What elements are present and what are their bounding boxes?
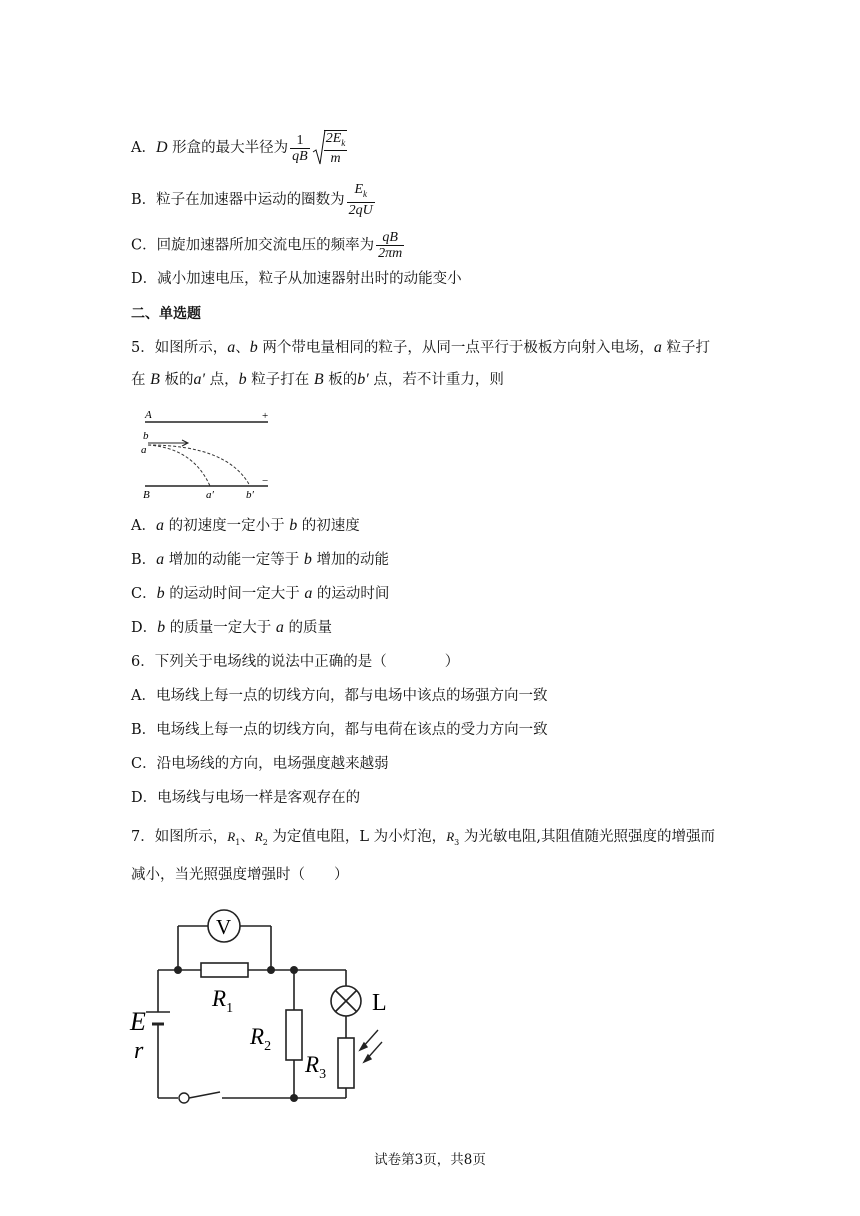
trajectory-b xyxy=(148,445,250,486)
resistor-r2 xyxy=(286,1010,302,1060)
q5-stem-line2: 在 B 板的a′ 点，b 粒子打在 B 板的b′ 点，若不计重力，则 xyxy=(131,371,504,388)
q7-stem-line1: 7．如图所示，$R_1$、$R_2$ 为定值电阻，L 为小灯泡，$R_3$ 为光敏电阻,其阻值随光照强度的增强而 xyxy=(131,829,715,847)
q4-c-fraction: $\frac{qB}{2\pi m}$ xyxy=(378,230,403,261)
section-heading: 二、单选题 xyxy=(131,306,201,322)
q7-stem-line2: 减小，当光照强度增强时（ ） xyxy=(131,867,349,883)
voltmeter-label: V xyxy=(216,915,232,939)
lamp-label: L xyxy=(372,990,387,1016)
r2-label: $R_2$ xyxy=(250,1024,272,1054)
q5-option-c: C．b 的运动时间一定大于 a 的运动时间 xyxy=(131,585,390,602)
q5-stem-line1: 5．如图所示，a、b 两个带电量相同的粒子，从同一点平行于极板方向射入电场，a 粒子打 xyxy=(131,339,710,356)
resistor-r1 xyxy=(201,963,248,977)
q5-capacitor-figure xyxy=(138,408,278,500)
q7-circuit-diagram xyxy=(128,900,408,1110)
emf-label: E xyxy=(130,1007,146,1036)
label-b: b xyxy=(143,430,149,442)
q6-option-a: A．电场线上每一点的切线方向，都与电场中该点的场强方向一致 xyxy=(131,688,548,704)
label-a: a xyxy=(141,444,147,456)
q4-a-fraction: $\frac{1}{qB}$ xyxy=(292,132,308,164)
trajectory-a xyxy=(148,445,210,486)
q4-option-a: A．D 形盒的最大半径为 $\frac{1}{qB}$ $\frac{2E_k}{m}$ xyxy=(131,128,349,168)
page-footer: 试卷第3页，共8页 xyxy=(374,1152,486,1168)
q5-option-d: D．b 的质量一定大于 a 的质量 xyxy=(131,619,332,636)
q4-option-c: C．回旋加速器所加交流电压的频率为 $\frac{qB}{2\pi m}$ xyxy=(131,230,403,261)
junction-dots xyxy=(174,966,298,1102)
point-b-prime: b′ xyxy=(246,489,254,500)
point-a-prime: a′ xyxy=(206,489,214,500)
q4-option-b: B．粒子在加速器中运动的圈数为 $\frac{E_k}{2qU}$ xyxy=(131,182,373,218)
r1-label: $R_1$ xyxy=(212,986,234,1016)
q5-option-a: A．a 的初速度一定小于 b 的初速度 xyxy=(131,517,360,534)
q4-option-d: D．减小加速电压，粒子从加速器射出时的动能变小 xyxy=(131,271,462,287)
q4-a-var-d: D xyxy=(155,139,168,156)
q4-a-sqrt: $\frac{2E_k}{m}$ xyxy=(312,128,350,168)
plate-b-label: B xyxy=(143,489,150,500)
light-arrows-icon xyxy=(360,1030,382,1062)
q6-option-b: B．电场线上每一点的切线方向，都与电荷在该点的受力方向一致 xyxy=(131,722,548,738)
q6-stem: 6．下列关于电场线的说法中正确的是（ ） xyxy=(131,654,460,670)
q6-option-d: D．电场线与电场一样是客观存在的 xyxy=(131,790,361,806)
switch-contact xyxy=(179,1093,189,1103)
q4-b-fraction: $\frac{E_k}{2qU}$ xyxy=(348,182,373,218)
q5-option-b: B．a 增加的动能一定等于 b 增加的动能 xyxy=(131,551,389,568)
internal-resistance-label: r xyxy=(134,1038,144,1064)
plus-sign: + xyxy=(262,410,269,422)
r3-label: $R_3$ xyxy=(305,1052,327,1082)
resistor-r3 xyxy=(338,1038,354,1088)
minus-sign: − xyxy=(262,475,269,487)
plate-a-label: A xyxy=(145,409,152,421)
q6-option-c: C．沿电场线的方向，电场强度越来越弱 xyxy=(131,756,389,772)
